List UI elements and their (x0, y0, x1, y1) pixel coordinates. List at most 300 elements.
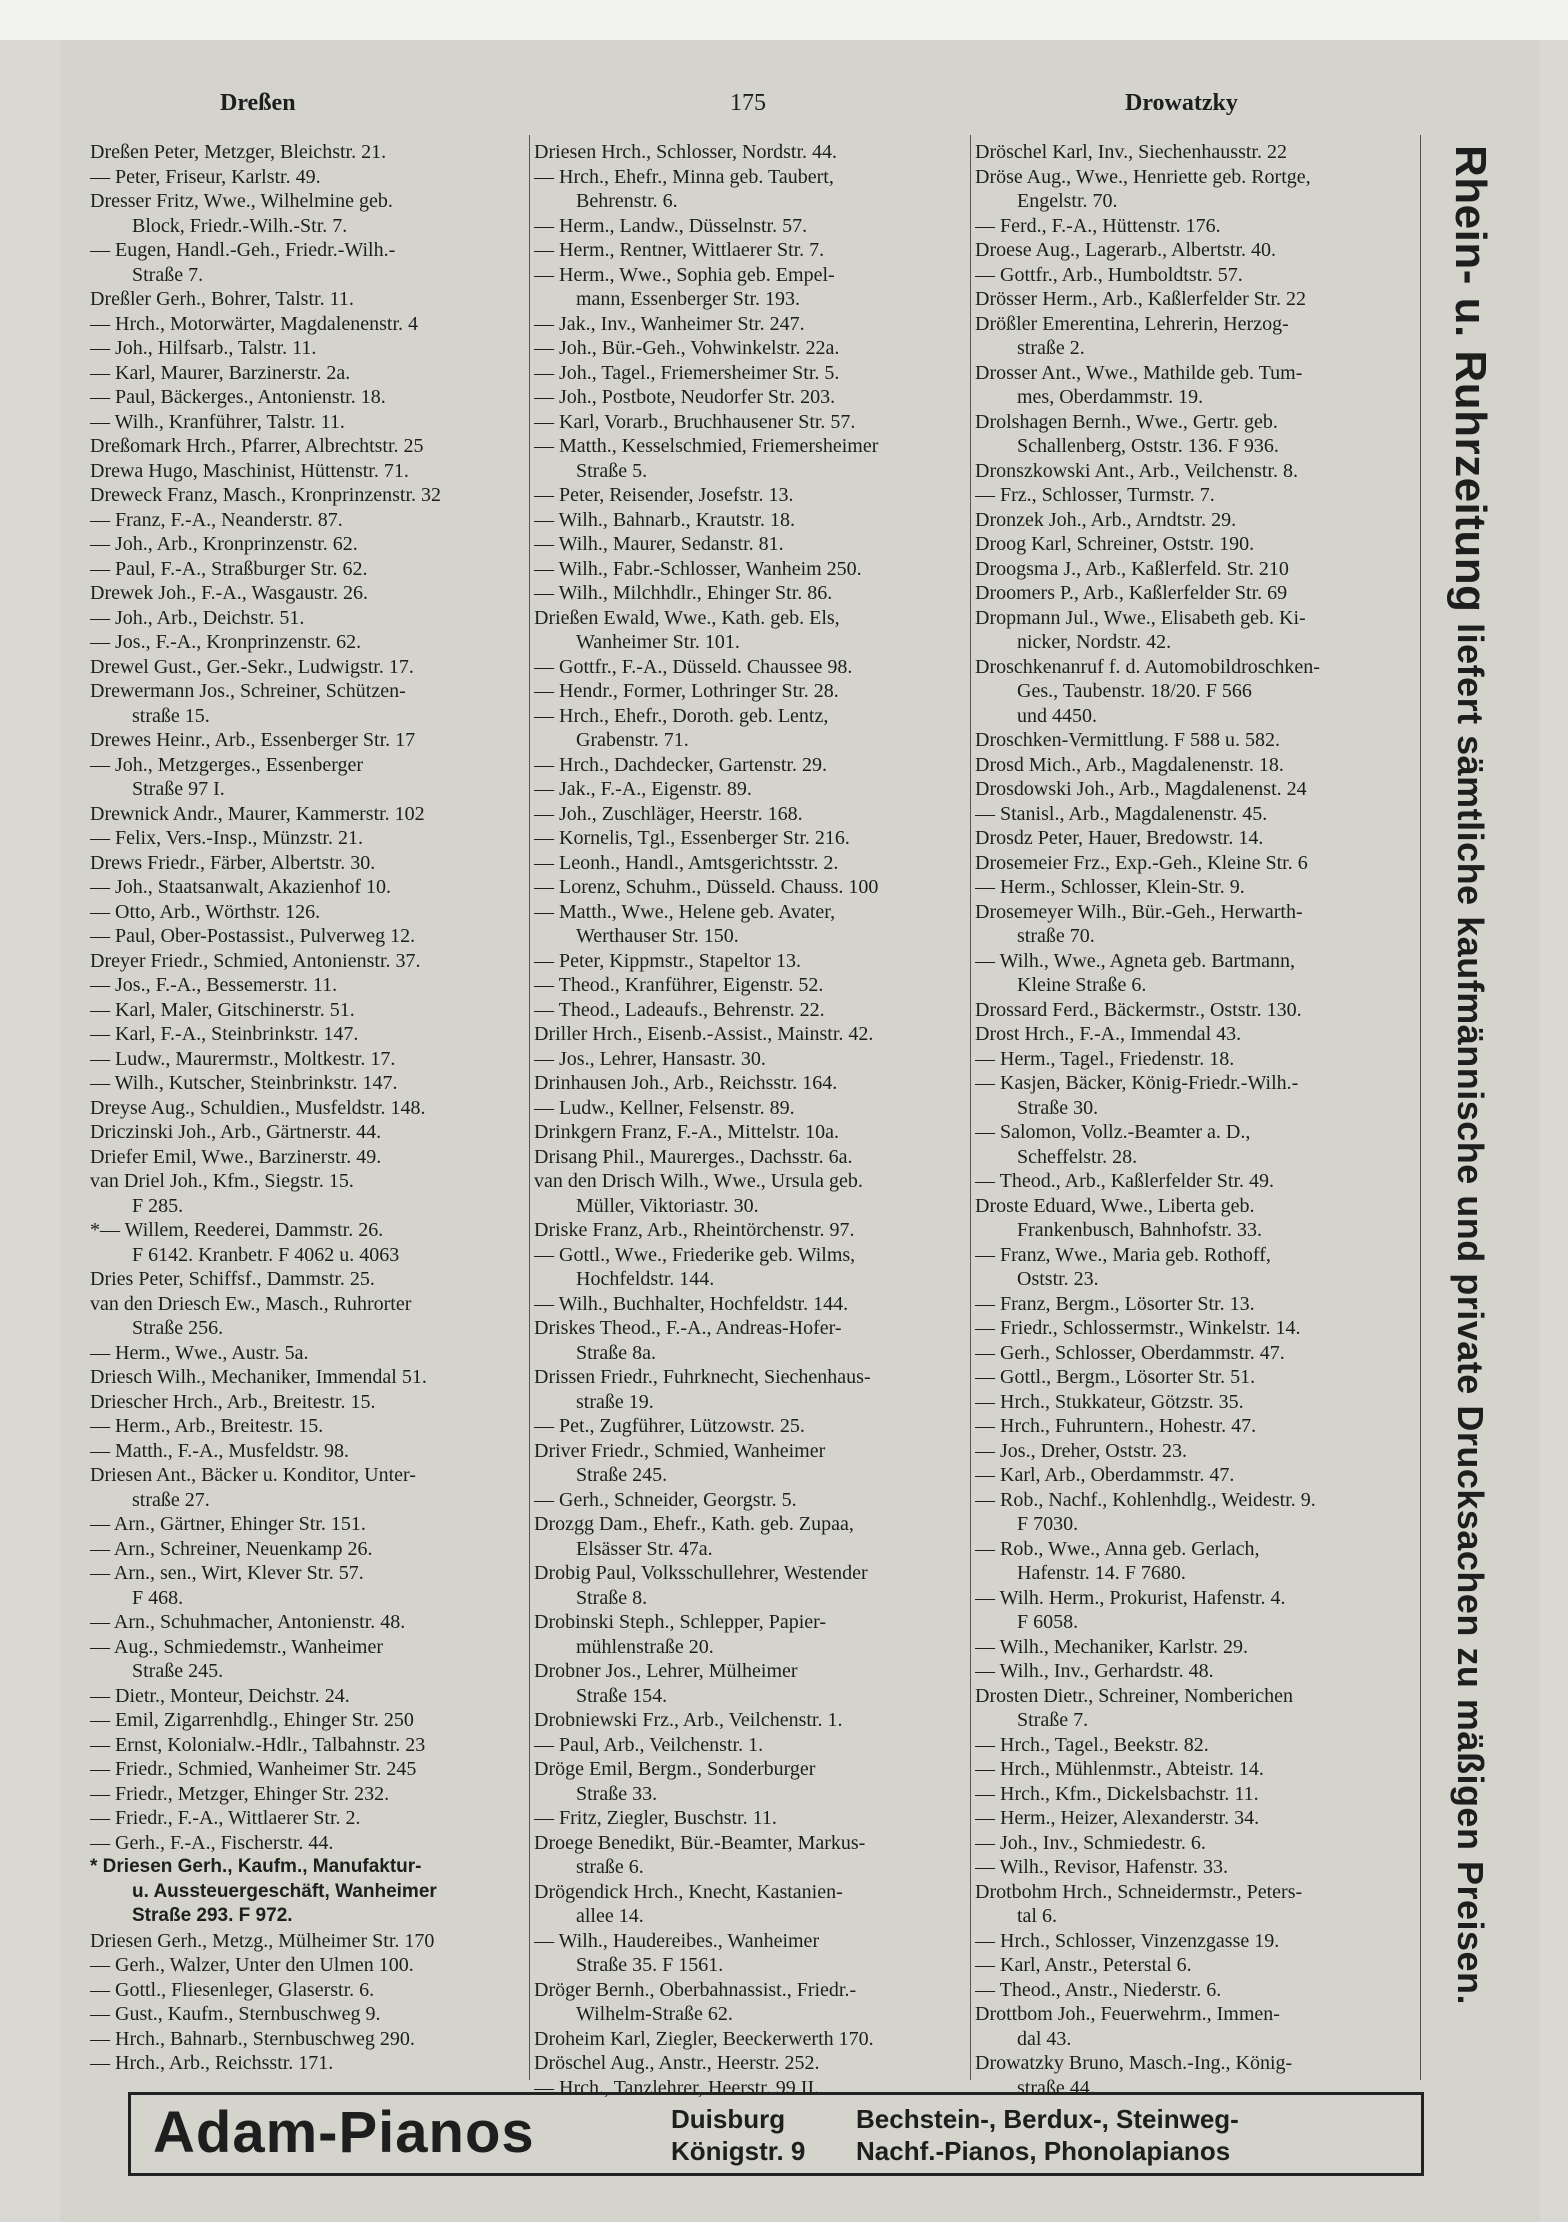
directory-entry (975, 214, 1415, 239)
directory-entry (534, 1439, 974, 1488)
entry-line: — Karl, Arb., Oberdammstr. 47. (975, 1464, 1235, 1486)
entry-line: — Ludw., Kellner, Felsenstr. 89. (534, 1096, 795, 1119)
entry-line: — Peter, Kippmstr., Stapeltor 13. (534, 949, 801, 972)
directory-entry (534, 434, 974, 483)
entry-line: — Kasjen, Bäcker, König-Friedr.-Wilh.- (975, 1072, 1299, 1094)
entry-line: — Paul, Bäckerges., Antonienstr. 18. (90, 386, 386, 408)
directory-entry (90, 1022, 530, 1047)
entry-line: — Hrch., Fuhruntern., Hohestr. 47. (975, 1415, 1257, 1437)
entry-line: — Hrch., Stukkateur, Götzstr. 35. (975, 1390, 1244, 1413)
entry-line: Driefer Emil, Wwe., Barzinerstr. 49. (90, 1145, 382, 1168)
entry-line: — Theod., Ladeaufs., Behrenstr. 22. (534, 998, 825, 1021)
side-advertisement (1425, 145, 1495, 2095)
directory-entry (975, 1120, 1415, 1169)
directory-entry (90, 1218, 530, 1267)
entry-line: — Salomon, Vollz.-Beamter a. D., (975, 1121, 1251, 1143)
directory-entry (90, 1708, 530, 1733)
entry-line: * Driesen Gerh., Kaufm., Manufaktur- (90, 1856, 422, 1877)
directory-entry (534, 385, 974, 410)
entry-continuation: Wilhelm-Straße 62. (576, 2003, 733, 2025)
entry-line: — Hendr., Former, Lothringer Str. 28. (534, 680, 839, 702)
directory-entry (534, 336, 974, 361)
entry-line: Droschken-Vermittlung. F 588 u. 582. (975, 729, 1280, 751)
entry-line: Dreweck Franz, Masch., Kronprinzenstr. 32 (90, 484, 442, 506)
directory-entry (90, 557, 530, 582)
directory-entry (975, 1929, 1415, 1954)
directory-entry (975, 361, 1415, 410)
directory-entry (975, 1022, 1415, 1047)
entry-line: — Hrch., Schlosser, Vinzenzgasse 19. (975, 1929, 1280, 1952)
entry-line: — Herm., Arb., Breitestr. 15. (90, 1415, 324, 1437)
entry-continuation: nicker, Nordstr. 42. (1017, 631, 1172, 653)
entry-line: — Friedr., F.-A., Wittlaerer Str. 2. (90, 1807, 361, 1829)
entry-line: — Theod., Anstr., Niederstr. 6. (975, 1978, 1222, 2001)
entry-continuation: Ges., Taubenstr. 18/20. F 566 (1017, 680, 1252, 702)
entry-continuation: Straße 8. (576, 1586, 648, 1609)
side-ad-text: liefert sämtliche kaufmännische und private Drucksachen zu mäßigen Preisen. (1450, 623, 1491, 2006)
entry-continuation: Straße 30. (1017, 1096, 1099, 1119)
entry-line: — Wilh., Milchhdlr., Ehinger Str. 86. (534, 582, 833, 604)
directory-entry (90, 753, 530, 802)
entry-line: — Jos., Dreher, Oststr. 23. (975, 1439, 1187, 1462)
directory-entry (975, 459, 1415, 484)
entry-continuation: Behrenstr. 6. (576, 190, 678, 212)
entry-line: Dröge Emil, Bergm., Sonderburger (534, 1758, 816, 1780)
entry-line: Droog Karl, Schreiner, Oststr. 190. (975, 533, 1255, 555)
entry-line: — Joh., Postbote, Neudorfer Str. 203. (534, 386, 836, 408)
entry-line: — Wilh., Revisor, Hafenstr. 33. (975, 1856, 1228, 1878)
entry-continuation: straße 6. (576, 1856, 644, 1878)
entry-continuation: Straße 35. F 1561. (576, 1954, 724, 1976)
entry-line: — Felix, Vers.-Insp., Münzstr. 21. (90, 827, 363, 849)
entry-line: — Gerh., F.-A., Fischerstr. 44. (90, 1831, 334, 1854)
directory-entry (534, 1929, 974, 1978)
directory-entry (975, 238, 1415, 263)
directory-entry (90, 1047, 530, 1072)
directory-entry (90, 851, 530, 876)
entry-line: — Gottl., Fliesenleger, Glaserstr. 6. (90, 1978, 375, 2001)
directory-entry (90, 998, 530, 1023)
entry-line: — Franz, Wwe., Maria geb. Rothoff, (975, 1243, 1271, 1266)
entry-line: Drögendick Hrch., Knecht, Kastanien- (534, 1880, 843, 1903)
directory-column-1 (90, 140, 530, 2076)
directory-entry (534, 1561, 974, 1610)
entry-line: Driesen Ant., Bäcker u. Konditor, Unter- (90, 1464, 416, 1486)
entry-line: — Arn., sen., Wirt, Klever Str. 57. (90, 1562, 364, 1584)
entry-line: van Driel Joh., Kfm., Siegstr. 15. (90, 1170, 354, 1192)
directory-entry (975, 410, 1415, 459)
entry-line: — Karl, Anstr., Peterstal 6. (975, 1954, 1192, 1976)
directory-entry (975, 1635, 1415, 1660)
entry-continuation: Elsässer Str. 47a. (576, 1537, 713, 1560)
entry-line: Drobinski Steph., Schlepper, Papier- (534, 1611, 827, 1633)
entry-line: Drotbohm Hrch., Schneidermstr., Peters- (975, 1880, 1303, 1903)
directory-entry (534, 2027, 974, 2052)
directory-entry (534, 900, 974, 949)
entry-line: — Gust., Kaufm., Sternbuschweg 9. (90, 2003, 381, 2025)
directory-entry (975, 1659, 1415, 1684)
entry-line: Dreyer Friedr., Schmied, Antonienstr. 37. (90, 949, 421, 972)
directory-entry (975, 998, 1415, 1023)
entry-line: — Gottfr., F.-A., Düsseld. Chaussee 98. (534, 655, 853, 678)
directory-entry (975, 1733, 1415, 1758)
entry-line: — Joh., Zuschläger, Heerstr. 168. (534, 802, 803, 825)
directory-entry (534, 1708, 974, 1733)
entry-continuation: allee 14. (576, 1905, 644, 1927)
directory-entry (975, 1782, 1415, 1807)
entry-continuation: Straße 7. (132, 263, 204, 286)
directory-entry (975, 1365, 1415, 1390)
entry-line: — Theod., Arb., Kaßlerfelder Str. 49. (975, 1170, 1275, 1192)
entry-line: — Joh., Arb., Deichstr. 51. (90, 606, 305, 629)
entry-line: — Arn., Gärtner, Ehinger Str. 151. (90, 1513, 366, 1535)
directory-entry (90, 924, 530, 949)
entry-line: — Pet., Zugführer, Lützowstr. 25. (534, 1415, 805, 1437)
directory-entry (90, 1733, 530, 1758)
directory-entry (975, 1880, 1415, 1929)
directory-entry (90, 1463, 530, 1512)
entry-line: — Hrch., Motorwärter, Magdalenenstr. 4 (90, 312, 418, 335)
entry-line: Droschkenanruf f. d. Automobildroschken- (975, 655, 1320, 678)
entry-continuation: Straße 245. (132, 1660, 224, 1682)
directory-entry (975, 532, 1415, 557)
directory-entry (975, 1537, 1415, 1586)
directory-entry (975, 1978, 1415, 2003)
directory-entry (534, 1047, 974, 1072)
entry-line: — Matth., F.-A., Musfeldstr. 98. (90, 1439, 349, 1462)
entry-continuation: Hafenstr. 14. F 7680. (1017, 1562, 1186, 1584)
entry-line: Drobig Paul, Volksschullehrer, Westender (534, 1562, 868, 1584)
entry-line: Droheim Karl, Ziegler, Beeckerwerth 170. (534, 2027, 874, 2050)
directory-entry (90, 1341, 530, 1366)
entry-line: — Herm., Landw., Düsselnstr. 57. (534, 214, 808, 237)
directory-entry (90, 606, 530, 631)
directory-entry (90, 312, 530, 337)
directory-entry (534, 1414, 974, 1439)
directory-entry (534, 851, 974, 876)
running-head-left: Dreßen (220, 90, 296, 116)
directory-entry (90, 189, 530, 238)
entry-line: — Fritz, Ziegler, Buschstr. 11. (534, 1807, 777, 1829)
entry-continuation: u. Aussteuergeschäft, Wanheimer (132, 1880, 437, 1902)
entry-line: Drosdowski Joh., Arb., Magdalenenst. 24 (975, 778, 1307, 800)
entry-continuation: Straße 8a. (576, 1341, 656, 1364)
directory-entry (90, 287, 530, 312)
column-divider (529, 135, 530, 2080)
directory-entry (90, 1512, 530, 1537)
directory-entry (975, 1757, 1415, 1782)
entry-continuation: F 468. (132, 1586, 184, 1609)
directory-entry (90, 973, 530, 998)
entry-line: Drolshagen Bernh., Wwe., Gertr. geb. (975, 410, 1278, 433)
entry-line: Drinkgern Franz, F.-A., Mittelstr. 10a. (534, 1121, 840, 1143)
entry-line: — Frz., Schlosser, Turmstr. 7. (975, 484, 1215, 506)
directory-entry (90, 1953, 530, 1978)
directory-entry (975, 1684, 1415, 1733)
entry-continuation: tal 6. (1017, 1905, 1057, 1927)
entry-line: Drosd Mich., Arb., Magdalenenstr. 18. (975, 753, 1284, 776)
directory-entry (975, 263, 1415, 288)
entry-line: Droege Benedikt, Bür.-Beamter, Markus- (534, 1831, 866, 1854)
entry-continuation: Straße 256. (132, 1317, 224, 1339)
directory-entry (90, 1096, 530, 1121)
entry-line: Driske Franz, Arb., Rheintörchenstr. 97. (534, 1219, 855, 1241)
entry-line: — Jos., F.-A., Bessemerstr. 11. (90, 974, 338, 996)
directory-entry (534, 949, 974, 974)
directory-entry (975, 1831, 1415, 1856)
entry-line: — Wilh., Bahnarb., Krautstr. 18. (534, 508, 796, 531)
directory-entry (534, 410, 974, 435)
entry-line: Drissen Friedr., Fuhrknecht, Siechenhaus- (534, 1366, 871, 1388)
entry-continuation: mes, Oberdammstr. 19. (1017, 386, 1204, 408)
entry-line: — Jak., F.-A., Eigenstr. 89. (534, 778, 752, 800)
ad-brand: Adam-Pianos (153, 2100, 535, 2165)
running-head-right: Drowatzky (1125, 90, 1238, 116)
entry-line: Dresser Fritz, Wwe., Wilhelmine geb. (90, 190, 393, 212)
entry-line: Drewel Gust., Ger.-Sekr., Ludwigstr. 17. (90, 655, 414, 678)
entry-line: — Gerh., Schlosser, Oberdammstr. 47. (975, 1341, 1285, 1364)
entry-line: — Franz, F.-A., Neanderstr. 87. (90, 508, 343, 531)
entry-line: — Wilh., Fabr.-Schlosser, Wanheim 250. (534, 557, 862, 580)
directory-entry (534, 1488, 974, 1513)
directory-entry (975, 1586, 1415, 1635)
directory-entry (975, 655, 1415, 729)
ad-products (856, 2103, 1239, 2167)
entry-continuation: F 7030. (1017, 1513, 1079, 1535)
entry-line: Driskes Theod., F.-A., Andreas-Hofer- (534, 1317, 842, 1339)
entry-line: — Eugen, Handl.-Geh., Friedr.-Wilh.- (90, 239, 396, 261)
directory-entry (534, 1365, 974, 1414)
entry-line: — Gerh., Schneider, Georgstr. 5. (534, 1488, 797, 1511)
entry-line: Driller Hrch., Eisenb.-Assist., Mainstr. 42. (534, 1023, 874, 1045)
entry-line: — Jos., F.-A., Kronprinzenstr. 62. (90, 631, 362, 653)
directory-entry (975, 826, 1415, 851)
entry-continuation: Hochfeldstr. 144. (576, 1268, 715, 1290)
directory-entry (90, 679, 530, 728)
entry-line: — Otto, Arb., Wörthstr. 126. (90, 900, 321, 923)
entry-line: Dronzek Joh., Arb., Arndtstr. 29. (975, 508, 1237, 531)
directory-entry (534, 1292, 974, 1317)
directory-entry (975, 1439, 1415, 1464)
directory-entry (975, 1953, 1415, 1978)
entry-line: — Hrch., Bahnarb., Sternbuschweg 290. (90, 2027, 415, 2050)
entry-line: — Wilh., Mechaniker, Karlstr. 29. (975, 1635, 1248, 1658)
entry-line: — Lorenz, Schuhm., Düsseld. Chauss. 100 (534, 876, 879, 898)
directory-entry (534, 1096, 974, 1121)
directory-entry (534, 1733, 974, 1758)
entry-line: — Herm., Wwe., Sophia geb. Empel- (534, 263, 835, 286)
directory-entry (534, 753, 974, 778)
directory-entry (534, 483, 974, 508)
directory-entry (90, 655, 530, 680)
directory-entry (534, 1831, 974, 1880)
directory-entry (975, 508, 1415, 533)
directory-entry (90, 802, 530, 827)
directory-entry (975, 1414, 1415, 1439)
entry-line: Droste Eduard, Wwe., Liberta geb. (975, 1194, 1255, 1217)
directory-entry (975, 606, 1415, 655)
entry-line: — Gottl., Wwe., Friederike geb. Wilms, (534, 1243, 856, 1266)
directory-entry (90, 410, 530, 435)
entry-continuation: F 285. (132, 1194, 184, 1217)
entry-line: Driescher Hrch., Arb., Breitestr. 15. (90, 1390, 376, 1413)
ad-address: Königstr. 9 (671, 2136, 806, 2166)
directory-entry (90, 336, 530, 361)
directory-entry (975, 140, 1415, 165)
directory-entry (534, 165, 974, 214)
directory-entry (975, 1243, 1415, 1292)
entry-line: — Dietr., Monteur, Deichstr. 24. (90, 1684, 350, 1707)
entry-line: Drosemeyer Wilh., Bür.-Geh., Herwarth- (975, 900, 1303, 923)
entry-line: Drösser Herm., Arb., Kaßlerfelder Str. 22 (975, 288, 1307, 310)
entry-line: — Hrch., Ehefr., Doroth. geb. Lentz, (534, 704, 829, 727)
entry-continuation: Wanheimer Str. 101. (576, 631, 740, 653)
directory-entry (975, 312, 1415, 361)
entry-line: Driesch Wilh., Mechaniker, Immendal 51. (90, 1366, 427, 1388)
directory-entry (975, 1047, 1415, 1072)
entry-line: Dronszkowski Ant., Arb., Veilchenstr. 8. (975, 459, 1298, 482)
entry-continuation: Straße 5. (576, 459, 648, 482)
side-ad-title: Rhein- u. Ruhrzeitung (1446, 145, 1495, 613)
directory-entry (975, 1292, 1415, 1317)
directory-entry (90, 1831, 530, 1856)
directory-entry (975, 1806, 1415, 1831)
entry-line: Drottbom Joh., Feuerwehrm., Immen- (975, 2003, 1280, 2025)
directory-entry (975, 728, 1415, 753)
entry-continuation: dal 43. (1017, 2027, 1072, 2050)
ad-location (671, 2103, 805, 2167)
directory-entry (90, 1120, 530, 1145)
entry-line: — Emil, Zigarrenhdlg., Ehinger Str. 250 (90, 1709, 414, 1731)
directory-entry (90, 826, 530, 851)
directory-entry (975, 1316, 1415, 1341)
entry-line: — Hrch., Tagel., Beekstr. 82. (975, 1733, 1209, 1756)
entry-line: Drosdz Peter, Hauer, Bredowstr. 14. (975, 827, 1264, 849)
entry-line: — Friedr., Metzger, Ehinger Str. 232. (90, 1782, 390, 1805)
entry-line: Drewek Joh., F.-A., Wasgaustr. 26. (90, 582, 369, 604)
entry-continuation: Straße 97 I. (132, 778, 225, 800)
entry-line: Drowatzky Bruno, Masch.-Ing., König- (975, 2052, 1293, 2074)
directory-entry (90, 875, 530, 900)
entry-continuation: Straße 154. (576, 1684, 668, 1707)
directory-entry (90, 165, 530, 190)
directory-entry (975, 287, 1415, 312)
entry-line: — Aug., Schmiedemstr., Wanheimer (90, 1635, 383, 1658)
directory-entry (534, 826, 974, 851)
entry-line: — Joh., Hilfsarb., Talstr. 11. (90, 337, 317, 359)
entry-line: Drosten Dietr., Schreiner, Nomberichen (975, 1684, 1293, 1707)
entry-continuation: Schallenberg, Oststr. 136. F 936. (1017, 435, 1279, 457)
directory-column-3 (975, 140, 1415, 2100)
entry-line: Dreyse Aug., Schuldien., Musfeldstr. 148. (90, 1096, 426, 1119)
directory-entry (90, 2002, 530, 2027)
entry-continuation: straße 2. (1017, 337, 1085, 359)
entry-line: — Ernst, Kolonialw.-Hdlr., Talbahnstr. 23 (90, 1733, 426, 1756)
directory-entry (534, 312, 974, 337)
entry-line: — Peter, Friseur, Karlstr. 49. (90, 165, 321, 188)
directory-entry (975, 875, 1415, 900)
directory-entry (90, 508, 530, 533)
directory-entry (90, 1782, 530, 1807)
column-divider (1420, 135, 1421, 2080)
entry-line: Drießen Ewald, Wwe., Kath. geb. Els, (534, 606, 840, 629)
entry-line: — Franz, Bergm., Lösorter Str. 13. (975, 1292, 1255, 1315)
entry-line: — Rob., Nachf., Kohlenhdlg., Weidestr. 9. (975, 1488, 1316, 1511)
directory-entry (534, 508, 974, 533)
directory-entry (90, 630, 530, 655)
entry-line: — Karl, Maler, Gitschinerstr. 51. (90, 998, 355, 1021)
directory-entry (90, 459, 530, 484)
entry-line: Dreßler Gerh., Bohrer, Talstr. 11. (90, 288, 354, 310)
directory-entry (90, 1292, 530, 1341)
entry-line: — Karl, Maurer, Barzinerstr. 2a. (90, 361, 351, 384)
entry-line: — Wilh. Herm., Prokurist, Hafenstr. 4. (975, 1586, 1286, 1609)
directory-entry (534, 1978, 974, 2027)
entry-line: — Gerh., Walzer, Unter den Ulmen 100. (90, 1954, 414, 1976)
directory-entry (975, 581, 1415, 606)
directory-entry (534, 1218, 974, 1243)
entry-line: — Wilh., Inv., Gerhardstr. 48. (975, 1660, 1214, 1682)
directory-entry (90, 1561, 530, 1610)
directory-entry (534, 1071, 974, 1096)
directory-entry (534, 998, 974, 1023)
entry-line: — Herm., Schlosser, Klein-Str. 9. (975, 876, 1245, 898)
directory-entry (90, 1855, 530, 1929)
directory-entry (975, 802, 1415, 827)
entry-line: — Paul, Ober-Postassist., Pulverweg 12. (90, 925, 416, 947)
entry-continuation: mühlenstraße 20. (576, 1635, 714, 1658)
directory-entry (90, 361, 530, 386)
entry-line: Drewermann Jos., Schreiner, Schützen- (90, 680, 406, 702)
directory-entry (90, 1145, 530, 1170)
entry-continuation: straße 44. (1017, 2076, 1095, 2099)
entry-line: — Paul, F.-A., Straßburger Str. 62. (90, 557, 368, 580)
ad-products-line-1: Bechstein-, Berdux-, Steinweg- (856, 2104, 1239, 2134)
entry-continuation: straße 15. (132, 704, 210, 727)
entry-line: — Wilh., Kutscher, Steinbrinkstr. 147. (90, 1072, 398, 1094)
directory-entry (90, 1806, 530, 1831)
entry-line: Droogsma J., Arb., Kaßlerfeld. Str. 210 (975, 557, 1289, 580)
entry-line: Drewes Heinr., Arb., Essenberger Str. 17 (90, 729, 416, 751)
directory-entry (90, 900, 530, 925)
directory-entry (975, 1341, 1415, 1366)
directory-entry (534, 1022, 974, 1047)
entry-line: Droese Aug., Lagerarb., Albertstr. 40. (975, 239, 1277, 261)
entry-line: — Wilh., Buchhalter, Hochfeldstr. 144. (534, 1292, 849, 1315)
directory-entry (534, 361, 974, 386)
entry-line: Drinhausen Joh., Arb., Reichsstr. 164. (534, 1072, 838, 1094)
entry-line: Drobner Jos., Lehrer, Mülheimer (534, 1660, 798, 1682)
directory-entry (90, 1929, 530, 1954)
directory-entry (975, 1194, 1415, 1243)
entry-line: — Wilh., Maurer, Sedanstr. 81. (534, 533, 784, 555)
entry-line: *— Willem, Reederei, Dammstr. 26. (90, 1219, 384, 1241)
entry-line: — Joh., Arb., Kronprinzenstr. 62. (90, 533, 358, 555)
directory-entry (534, 802, 974, 827)
directory-entry (90, 1537, 530, 1562)
directory-entry (90, 385, 530, 410)
entry-continuation: F 6142. Kranbetr. F 4062 u. 4063 (132, 1243, 400, 1266)
directory-entry (90, 1390, 530, 1415)
entry-continuation: Kleine Straße 6. (1017, 974, 1147, 996)
directory-entry (90, 581, 530, 606)
directory-entry (90, 434, 530, 459)
directory-entry (90, 1684, 530, 1709)
ad-city: Duisburg (671, 2104, 786, 2134)
entry-line: — Joh., Bür.-Geh., Vohwinkelstr. 22a. (534, 337, 840, 359)
entry-line: — Herm., Wwe., Austr. 5a. (90, 1341, 309, 1364)
entry-line: Drozgg Dam., Ehefr., Kath. geb. Zupaa, (534, 1513, 854, 1535)
